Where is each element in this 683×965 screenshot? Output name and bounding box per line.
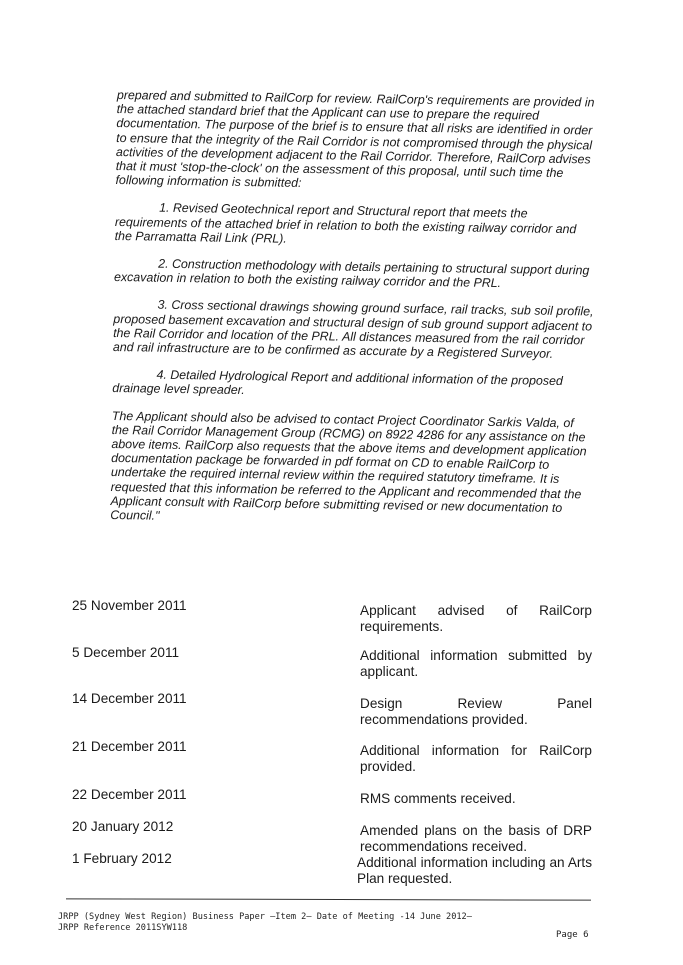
footer-meeting-line: JRPP (Sydney West Region) Business Paper –Item 2– Date of Meeting -14 June 2012– bbox=[58, 912, 472, 922]
timeline-date: 25 November 2011 bbox=[72, 598, 187, 613]
timeline-date: 22 December 2011 bbox=[72, 787, 187, 802]
timeline-description: Additional information submitted by applicant. bbox=[360, 648, 592, 679]
quote-item-4: 4. Detailed Hydrological Report and additional information of the proposed drainage level spreader. bbox=[112, 367, 563, 398]
timeline-description: Applicant advised of RailCorp requirements. bbox=[360, 603, 592, 634]
page-number: Page 6 bbox=[556, 930, 589, 940]
timeline-date: 1 February 2012 bbox=[72, 851, 172, 866]
footer-reference-line: JRPP Reference 2011SYW118 bbox=[58, 923, 188, 933]
timeline-description: Additional information including an Arts Plan requested. bbox=[357, 855, 592, 886]
quote-closing-paragraph: The Applicant should also be advised to contact Project Coordinator Sarkis Valda, of the Rail Corridor Management Group (RCMG) on 8922 4286 for any assistance on the above items. RailCorp also requests that the above items and development application documentation package be forwarded in pdf format on CD to enable RailCorp to undertake the required internal review within the required statutory timeframe. It is requested that this information be referred to the Applicant and recommended that the Applicant consult with RailCorp before submitting revised or new documentation to Council." bbox=[110, 408, 587, 523]
timeline-description: Additional information for RailCorp provided. bbox=[360, 743, 592, 774]
footer-divider bbox=[66, 898, 591, 900]
quote-item-2: 2. Construction methodology with details pertaining to structural support during excavation in relation to both the existing railway corridor and the PRL. bbox=[113, 256, 590, 291]
timeline-date: 5 December 2011 bbox=[72, 645, 180, 660]
timeline-date: 20 January 2012 bbox=[72, 819, 174, 834]
quote-item-3: 3. Cross sectional drawings showing ground surface, rail tracks, sub soil profile, proposed basement excavation and structural design of sub ground support adjacent to the Rail Corridor and location of the PRL. All distances measured from the rail corridor and rail infrastructure are to be confirmed as accurate by a Registered Surveyor. bbox=[112, 298, 594, 361]
timeline-description: Amended plans on the basis of DRP recommendations received. bbox=[360, 823, 592, 854]
page-footer bbox=[58, 912, 598, 934]
quote-item-1: 1. Revised Geotechnical report and Structural report that meets the requirements of the attached brief in relation to both the existing railway corridor and the Parramatta Rail Link (PRL). bbox=[114, 201, 577, 246]
timeline-description: RMS comments received. bbox=[360, 791, 516, 806]
railcorp-quote bbox=[110, 88, 599, 530]
timeline-description: Design Review Panel recommendations provided. bbox=[360, 696, 592, 727]
quote-intro-paragraph: prepared and submitted to RailCorp for review. RailCorp's requirements are provided in the attached standard brief that the Applicant can use to prepare the required documentation. The purpose of the brief is to ensure that all risks are identified in order to ensure that the integrity of the Rail Corridor is not compromised through the physical activities of the development adjacent to the Rail Corridor. Therefore, RailCorp advises that it must 'stop-the-clock' on the assessment of this proposal, until such time the following information is submitted: bbox=[115, 88, 595, 191]
timeline-date: 21 December 2011 bbox=[72, 739, 187, 754]
timeline-date: 14 December 2011 bbox=[72, 691, 187, 706]
